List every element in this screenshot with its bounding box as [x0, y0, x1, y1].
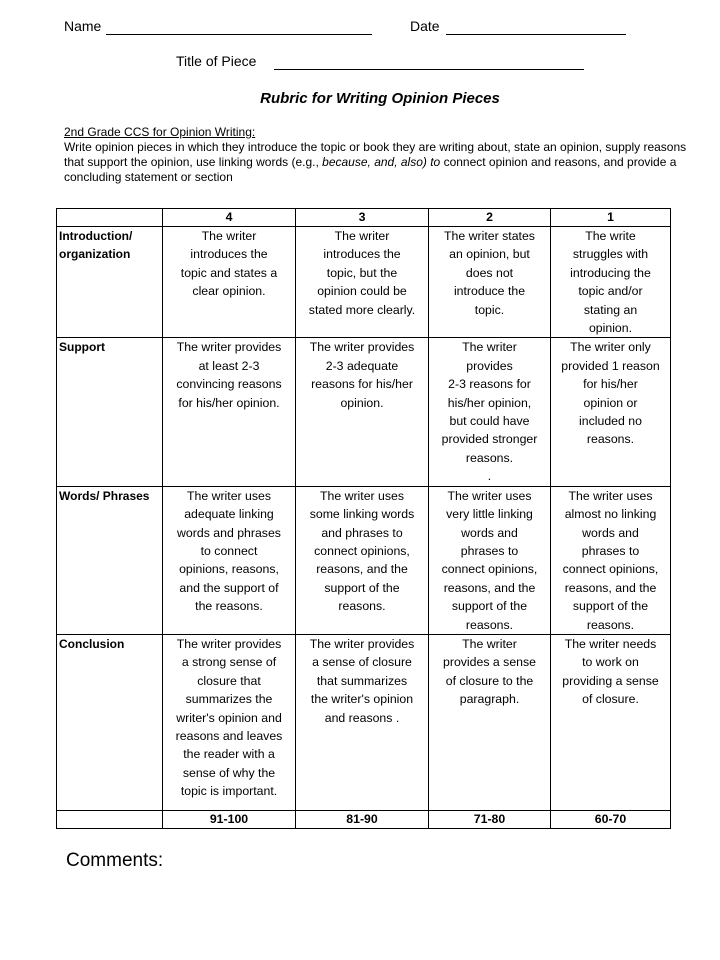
table-cell: The writer introduces the topic, but the opinion could be stated more clearly. [296, 227, 429, 338]
table-cell: The writer provides a sense of closure to the paragraph. [429, 634, 551, 810]
table-cell: The writer uses very little linking words and phrases to connect opinions, reasons, and the support of the reasons. [429, 486, 551, 634]
table-cell: The writer provides a sense of closure that summarizes the writer's opinion and reasons . [296, 634, 429, 810]
table-cell: The writer only provided 1 reason for his/her opinion or included no reasons. [551, 338, 671, 486]
score-cell: 81-90 [296, 810, 429, 828]
row-label: Introduction/ organization [57, 227, 163, 338]
title-of-piece-label: Title of Piece [176, 53, 257, 69]
column-header [57, 209, 163, 227]
column-header: 2 [429, 209, 551, 227]
standard-description [64, 125, 694, 185]
table-header-row [57, 209, 671, 227]
table-cell: The writer needs to work on providing a sense of closure. [551, 634, 671, 810]
score-row [57, 810, 671, 828]
row-label: Words/ Phrases [57, 486, 163, 634]
column-header: 1 [551, 209, 671, 227]
standard-text: Write opinion pieces in which they introduce the topic or book they are writing about, state an opinion, supply reasons that support the opinion, use linking words (e.g., [64, 140, 687, 169]
row-label: Support [57, 338, 163, 486]
date-label: Date [410, 18, 440, 34]
table-cell: The writer provides a strong sense of closure that summarizes the writer's opinion and reasons and leaves the reader with a sense of why the topic is important. [163, 634, 296, 810]
date-field[interactable] [446, 34, 626, 35]
page-title: Rubric for Writing Opinion Pieces [260, 90, 500, 107]
table-row [57, 486, 671, 634]
table-cell: The writer introduces the topic and states a clear opinion. [163, 227, 296, 338]
table-cell: The writer provides 2-3 reasons for his/her opinion, but could have provided stronger reasons. . [429, 338, 551, 486]
score-cell: 91-100 [163, 810, 296, 828]
name-label: Name [64, 18, 102, 34]
table-cell: The write struggles with introducing the topic and/or stating an opinion. [551, 227, 671, 338]
standard-text-end: connect opinion and reasons, and provide a concluding statement or section [64, 155, 677, 184]
standard-heading: 2nd Grade CCS for Opinion Writing: [64, 125, 256, 139]
title-of-piece-field[interactable] [274, 69, 584, 70]
column-header: 4 [163, 209, 296, 227]
table-cell: The writer provides at least 2-3 convincing reasons for his/her opinion. [163, 338, 296, 486]
score-cell [57, 810, 163, 828]
table-cell: The writer provides 2-3 adequate reasons for his/her opinion. [296, 338, 429, 486]
table-cell: The writer uses some linking words and phrases to connect opinions, reasons, and the support of the reasons. [296, 486, 429, 634]
standard-text-italic: because, and, also) to [322, 155, 441, 169]
row-label: Conclusion [57, 634, 163, 810]
table-row [57, 227, 671, 338]
rubric-table [56, 208, 671, 829]
table-cell: The writer uses adequate linking words and phrases to connect opinions, reasons, and the support of the reasons. [163, 486, 296, 634]
score-cell: 71-80 [429, 810, 551, 828]
table-cell: The writer uses almost no linking words and phrases to connect opinions, reasons, and the support of the reasons. [551, 486, 671, 634]
column-header: 3 [296, 209, 429, 227]
score-cell: 60-70 [551, 810, 671, 828]
table-row [57, 634, 671, 810]
comments-label: Comments: [66, 850, 164, 871]
table-cell: The writer states an opinion, but does not introduce the topic. [429, 227, 551, 338]
name-field[interactable] [106, 34, 372, 35]
table-row [57, 338, 671, 486]
